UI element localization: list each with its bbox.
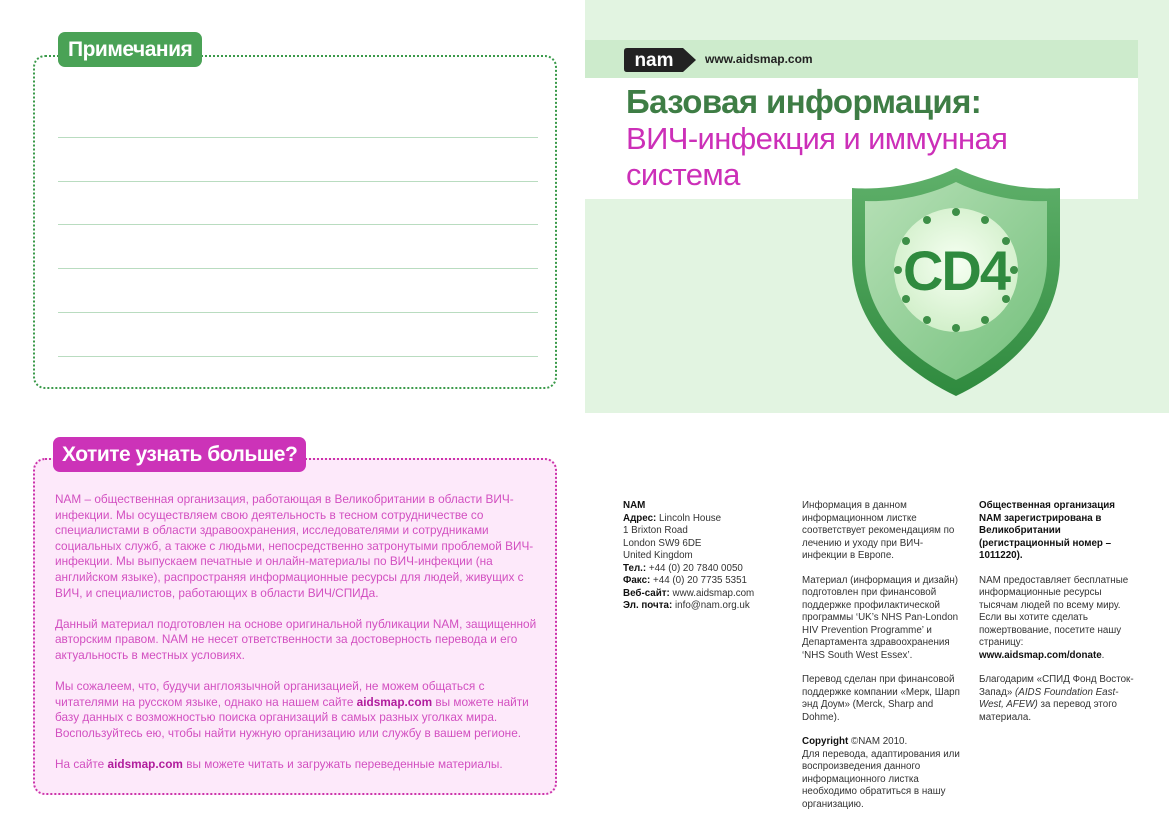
info-column [802, 500, 962, 823]
learn-more-paragraph-1: NAM – общественная организация, работающая в Великобритании в области ВИЧ-инфекции. Мы осуществляем свою деятельность в тесном сотрудничестве со специалистами в области здравоохранения, исследователями и сотрудниками социальных служб, а также с людьми, непосредственно затронутыми проблемой ВИЧ-инфекции. Мы выпускаем печатные и онлайн-материалы по ВИЧ-инфекции (на английском языке), распространяя информационные ресурсы для людей, живущих с ВИЧ, и специалистов, работающих в области ВИЧ/СПИДа. [55, 492, 534, 600]
donate-link[interactable]: www.aidsmap.com/donate [979, 649, 1102, 661]
address-line-2: 1 Brixton Road [623, 525, 688, 536]
text-fragment: На сайте [55, 757, 108, 772]
text-fragment: Мы сожалеем, что, будучи англоязычной организацией, не можем общаться с читателями на русском языке, однако на нашем сайте [55, 679, 485, 709]
copyright-key: Copyright [802, 736, 849, 747]
copyright-value: ©NAM 2010. [848, 736, 908, 747]
web-value[interactable]: www.aidsmap.com [672, 587, 755, 599]
donate-dot: . [1101, 649, 1105, 661]
thanks-text: Благодарим «СПИД Фонд Восток-Запад» [979, 674, 1134, 698]
shield-icon [849, 166, 1063, 398]
charity-heading: Общественная организация NAM зарегистрирована в Великобритании (регистрационный номер – 1011220). [979, 500, 1115, 561]
notes-line [58, 224, 538, 225]
fax-key: Факс: [623, 575, 651, 586]
email-value[interactable]: info@nam.org.uk [674, 600, 750, 611]
notes-line [58, 137, 538, 138]
title-line-1: Базовая информация: [626, 83, 982, 120]
info-paragraph-2: Материал (информация и дизайн) подготовлен при финансовой поддержке профилактической программы ‘UK’s NHS Pan-London HIV Prevention Programme’ и Департамента здравоохранения ‘NHS South West Essex’. [802, 574, 959, 661]
learn-more-paragraph-3 [55, 679, 540, 741]
info-paragraph-3: Перевод сделан при финансовой поддержке компании «Мерк, Шарп энд Доум» (Merck, Sharp and Dohme). [802, 674, 960, 723]
logo-text: nam [634, 50, 674, 71]
text-fragment: вы можете найти базу данных с возможностью поиска организаций в самых разных уголках мира. Воспользуйтесь ею, чтобы найти нужную организацию или службу в вашем регионе. [55, 694, 529, 740]
fax-row [623, 575, 793, 588]
fax-value: +44 (0) 20 7735 5351 [653, 575, 747, 586]
thanks-org: (AIDS Foundation East-West, AFEW) [979, 686, 1119, 710]
site-url[interactable]: www.aidsmap.com [705, 52, 813, 66]
address-line-3: London SW9 6DE [623, 537, 702, 549]
notes-line [58, 312, 538, 313]
thanks-paragraph [979, 674, 1139, 724]
info-paragraph-1: Информация в данном информационном листке соответствует рекомендациям по лечению и уходу при ВИЧ-инфекции в Европе. [802, 500, 955, 561]
address-key: Адрес: [623, 512, 657, 524]
donate-paragraph [979, 575, 1139, 663]
learn-more-heading: Хотите узнать больше? [53, 437, 306, 472]
address-line-1: Lincoln House [659, 512, 722, 524]
charity-column [979, 500, 1139, 736]
notes-box [33, 55, 557, 389]
notes-line [58, 356, 538, 357]
shield-label: CD4 [902, 239, 1010, 302]
notes-heading: Примечания [58, 32, 202, 67]
address-row [623, 513, 793, 526]
text-fragment: вы можете читать и загружать переведенные материалы. [182, 757, 503, 772]
nam-logo [623, 47, 697, 73]
tel-key: Тел.: [623, 562, 647, 574]
web-row [623, 588, 793, 601]
title-line-2: ВИЧ-инфекция и иммунная система [626, 121, 1008, 192]
learn-more-paragraph-4 [55, 757, 540, 773]
notes-line [58, 181, 538, 182]
tel-row [623, 563, 793, 576]
contact-column [623, 500, 793, 613]
thanks-end: за перевод этого материала. [979, 699, 1117, 723]
notes-line [58, 268, 538, 269]
address-line-4: United Kingdom [623, 550, 693, 561]
copyright-text: Для перевода, адаптирования или воспроизведения данного информационного листка необходимо обратиться в нашу организацию. [802, 748, 960, 810]
learn-more-paragraph-2: Данный материал подготовлен на основе оригинальной публикации NAM, защищенной авторским правом. NAM не несет ответственности за достоверность перевода и его актуальность в местных условиях. [55, 616, 537, 662]
email-row [623, 600, 793, 613]
learn-more-text [55, 492, 540, 788]
donate-text: NAM предоставляет бесплатные информационные ресурсы тысячам людей по всему миру. Если вы хотите сделать пожертвование, посетите нашу страницу: [979, 574, 1129, 648]
aidsmap-link[interactable]: aidsmap.com [107, 757, 183, 772]
aidsmap-link[interactable]: aidsmap.com [356, 694, 433, 709]
web-key: Веб-сайт: [623, 587, 670, 599]
email-key: Эл. почта: [623, 600, 673, 611]
tel-value: +44 (0) 20 7840 0050 [648, 562, 743, 574]
org-name: NAM [623, 500, 646, 511]
copyright-paragraph [802, 736, 962, 811]
